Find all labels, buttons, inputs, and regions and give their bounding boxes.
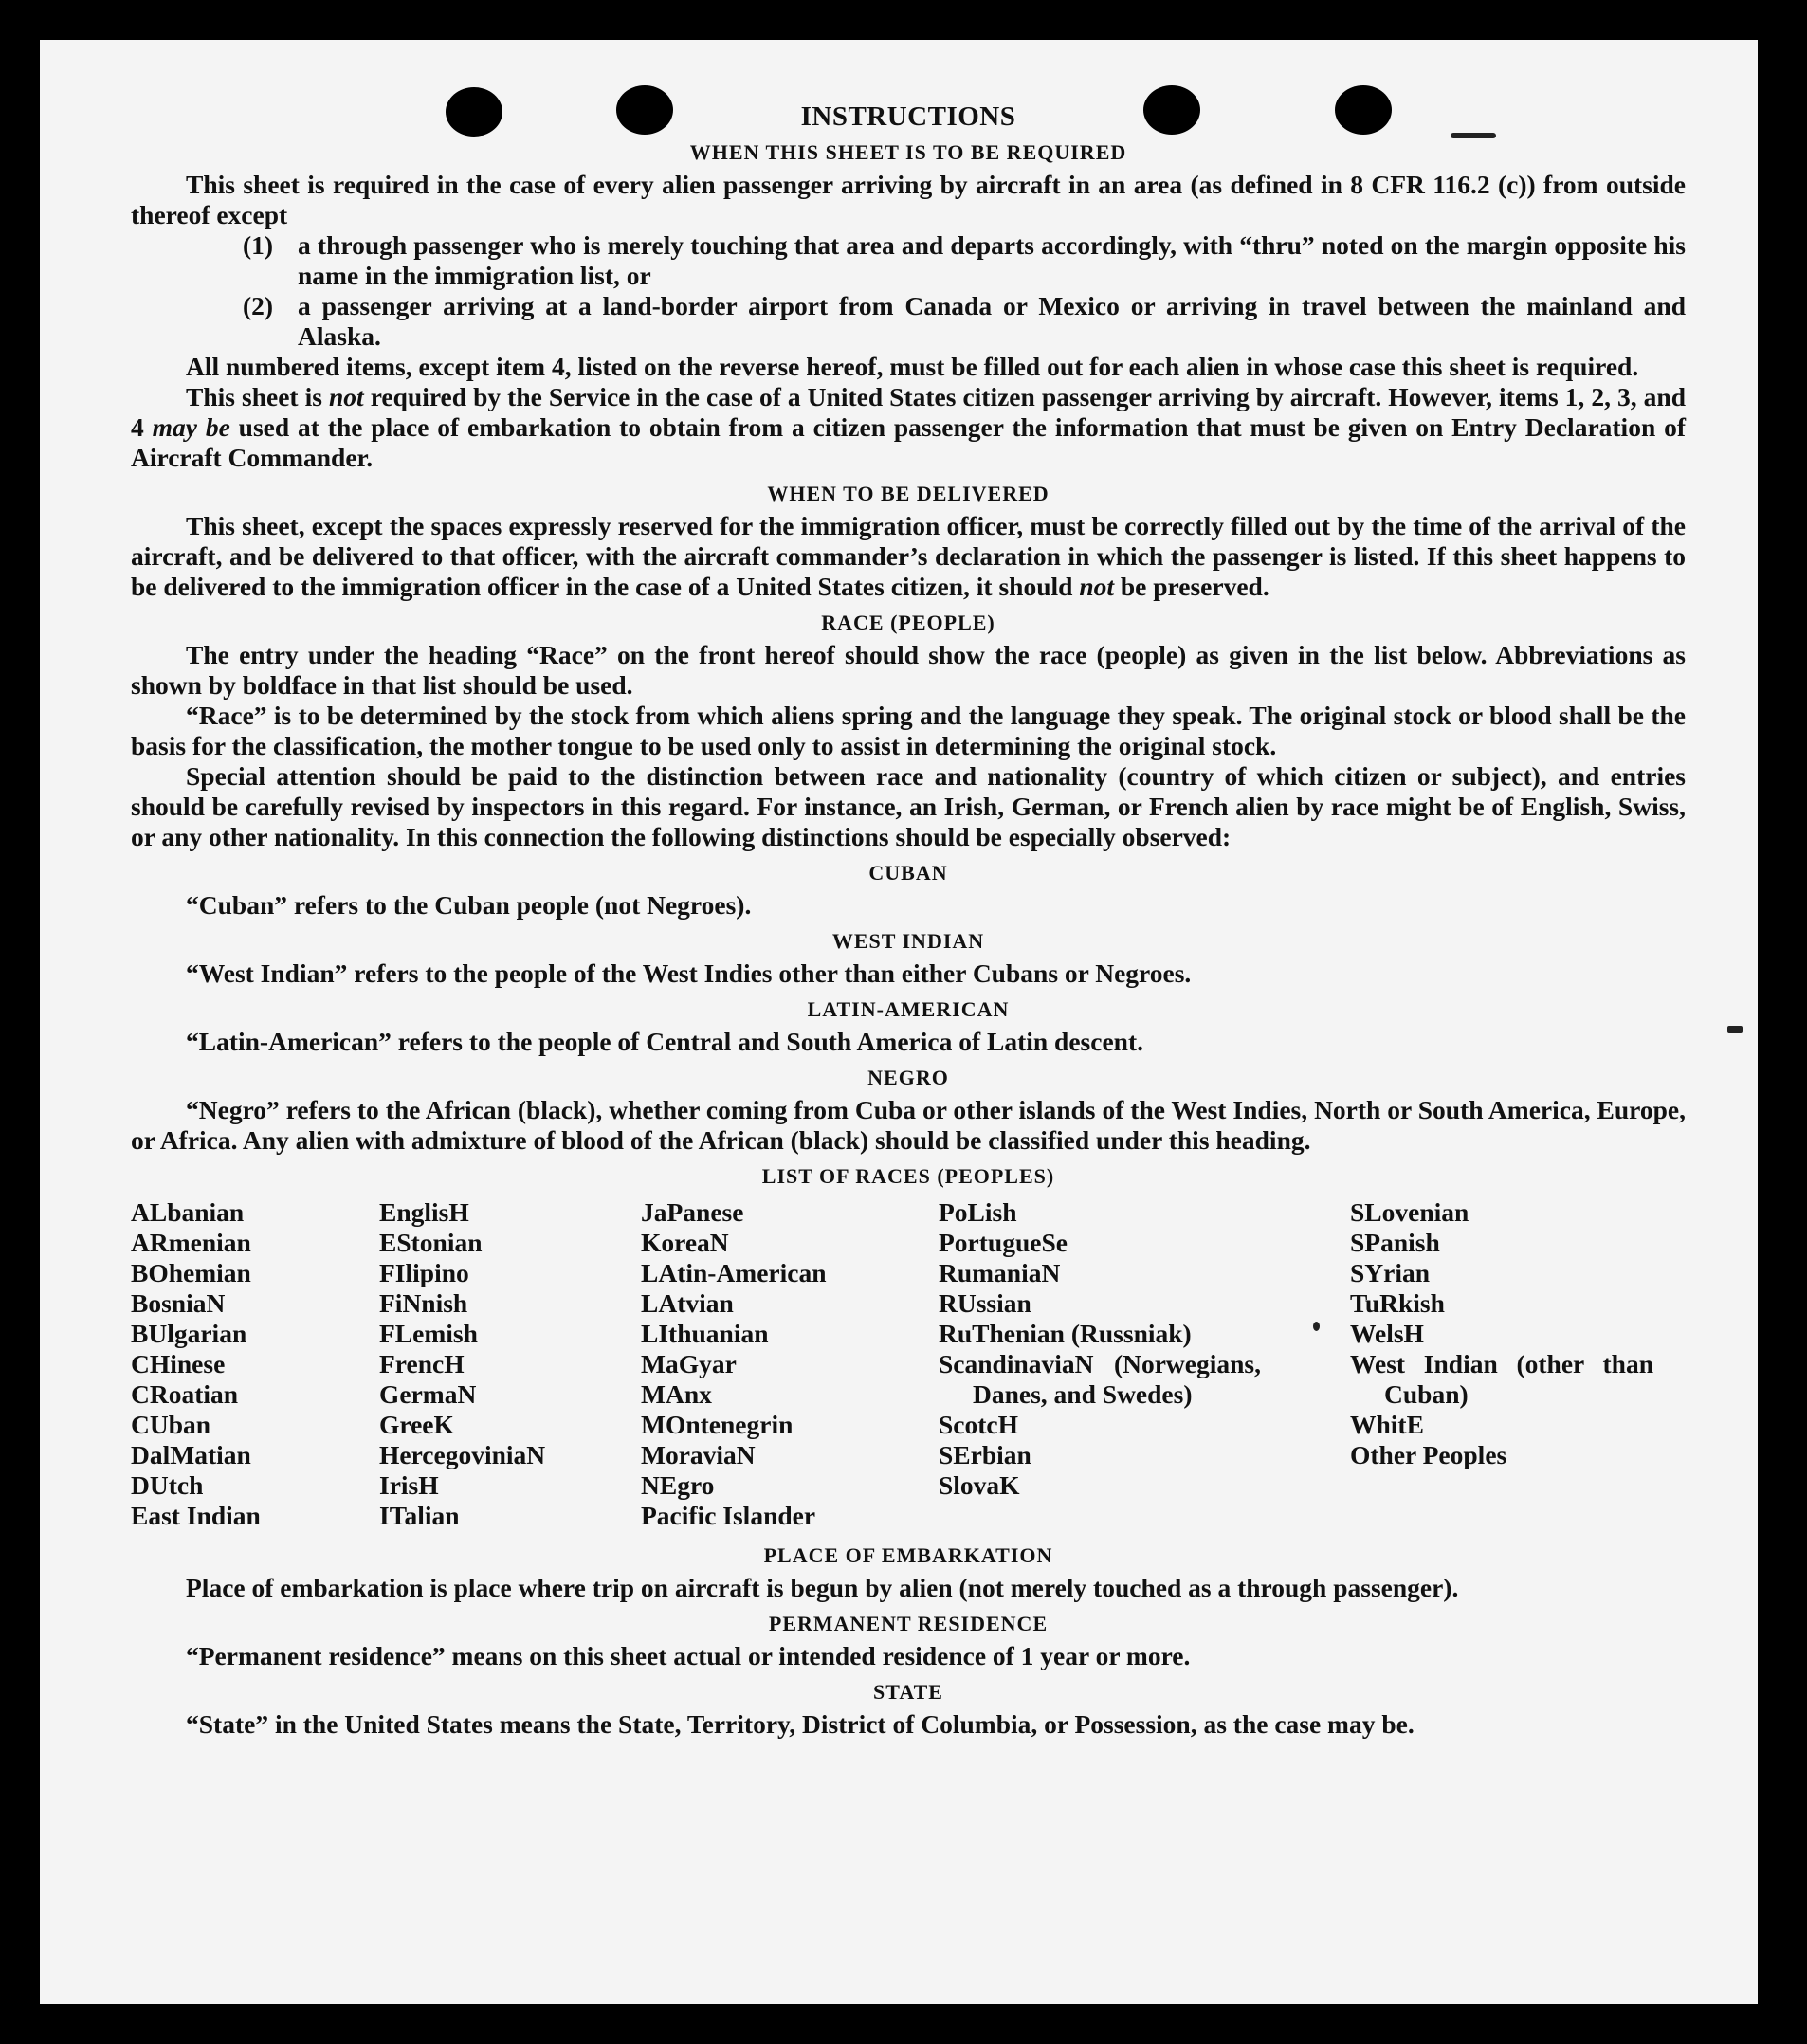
race-item: PoLish bbox=[939, 1197, 1017, 1227]
race-item: FLemish bbox=[379, 1319, 478, 1348]
race-item: DUtch bbox=[131, 1470, 204, 1500]
document-page bbox=[40, 40, 1758, 2004]
race-item: DalMatian bbox=[131, 1440, 251, 1469]
race-item: GermaN bbox=[379, 1379, 477, 1409]
race-item: ITalian bbox=[379, 1501, 460, 1530]
race-item: SPanish bbox=[1350, 1228, 1440, 1257]
race-item: MAnx bbox=[641, 1379, 712, 1409]
list-item bbox=[131, 230, 1686, 291]
race-item: MOntenegrin bbox=[641, 1410, 794, 1439]
race-item: JaPanese bbox=[641, 1197, 744, 1227]
race-item: LAtvian bbox=[641, 1288, 734, 1318]
race-item: BOhemian bbox=[131, 1258, 251, 1287]
race-item: CRoatian bbox=[131, 1379, 239, 1409]
paragraph: This sheet is required in the case of every alien passenger arriving by aircraft in an area (as defined in 8 CFR 116.2 (c)) from outside thereof except bbox=[131, 170, 1686, 229]
race-item: ScotcH bbox=[939, 1410, 1019, 1439]
race-item: EnglisH bbox=[379, 1197, 469, 1227]
race-item: FIlipino bbox=[379, 1258, 469, 1287]
section-heading: WHEN THIS SHEET IS TO BE REQUIRED bbox=[689, 140, 1127, 164]
emphasis: not bbox=[328, 382, 364, 411]
race-item: SYrian bbox=[1350, 1258, 1431, 1287]
race-item: CUban bbox=[131, 1410, 211, 1439]
race-list bbox=[131, 1197, 1686, 1535]
race-column bbox=[1350, 1197, 1653, 1470]
race-item: MaGyar bbox=[641, 1349, 737, 1378]
race-item: RumaniaN bbox=[939, 1258, 1061, 1287]
race-item: East Indian bbox=[131, 1501, 261, 1530]
race-item: MoraviaN bbox=[641, 1440, 756, 1469]
race-item: EStonian bbox=[379, 1228, 483, 1257]
race-item: SlovaK bbox=[939, 1470, 1020, 1500]
instructions-text bbox=[131, 101, 1686, 1740]
race-item: Pacific Islander bbox=[641, 1501, 816, 1530]
race-item: SLovenian bbox=[1350, 1197, 1469, 1227]
paragraph: “Permanent residence” means on this sheet actual or intended residence of 1 year or more. bbox=[186, 1641, 1191, 1670]
race-item: FrencH bbox=[379, 1349, 465, 1378]
race-item: RUssian bbox=[939, 1288, 1031, 1318]
paragraph: “State” in the United States means the State, Territory, District of Columbia, or Possession, as the case may be. bbox=[186, 1709, 1415, 1739]
section-heading: STATE bbox=[873, 1680, 943, 1704]
section-heading: NEGRO bbox=[867, 1066, 949, 1089]
paragraph: “West Indian” refers to the people of the West Indies other than either Cubans or Negroes. bbox=[186, 958, 1192, 988]
race-item: ARmenian bbox=[131, 1228, 251, 1257]
race-item: GreeK bbox=[379, 1410, 454, 1439]
item-text: a through passenger who is merely touching that area and departs accordingly, with “thru” noted on the margin opposite his name in the immigration list, or bbox=[298, 230, 1686, 290]
section-heading: CUBAN bbox=[868, 861, 948, 885]
paragraph bbox=[131, 382, 1686, 473]
race-column bbox=[939, 1197, 1261, 1501]
race-item: WhitE bbox=[1350, 1410, 1424, 1439]
race-item: RuThenian (Russniak) bbox=[939, 1319, 1192, 1348]
section-heading: LIST OF RACES (PEOPLES) bbox=[761, 1164, 1055, 1188]
paragraph bbox=[131, 511, 1686, 602]
list-item bbox=[131, 291, 1686, 352]
section-heading: RACE (PEOPLE) bbox=[821, 611, 995, 634]
paragraph: “Cuban” refers to the Cuban people (not Negroes). bbox=[186, 890, 752, 920]
race-item: FiNnish bbox=[379, 1288, 468, 1318]
race-item: CHinese bbox=[131, 1349, 226, 1378]
section-heading: PLACE OF EMBARKATION bbox=[763, 1543, 1053, 1567]
race-item: KoreaN bbox=[641, 1228, 729, 1257]
race-item: SErbian bbox=[939, 1440, 1031, 1469]
race-item: LIthuanian bbox=[641, 1319, 769, 1348]
emphasis: not bbox=[1079, 572, 1114, 601]
item-text: a passenger arriving at a land-border airport from Canada or Mexico or arriving in travel between the mainland and Alaska. bbox=[298, 291, 1686, 351]
paragraph: The entry under the heading “Race” on the front hereof should show the race (people) as given in the list below. Abbreviations as shown by boldface in that list should be used. bbox=[131, 640, 1686, 700]
race-item: BUlgarian bbox=[131, 1319, 247, 1348]
text-run: required by the Service in the case of a United States citizen passenger arriving by aircraft. However, items 1, 2, 3, and 4 bbox=[131, 382, 1686, 442]
paragraph: “Race” is to be determined by the stock from which aliens spring and the language they speak. The original stock or blood shall be the basis for the classification, the mother tongue to be used only to assist in determining the original stock. bbox=[131, 701, 1686, 760]
page-title: INSTRUCTIONS bbox=[800, 101, 1016, 132]
paragraph: “Latin-American” refers to the people of Central and South America of Latin descent. bbox=[186, 1027, 1143, 1056]
paragraph: Place of embarkation is place where trip on aircraft is begun by alien (not merely touched as a through passenger). bbox=[186, 1573, 1459, 1602]
section-heading: WHEN TO BE DELIVERED bbox=[767, 482, 1050, 505]
race-item: WelsH bbox=[1350, 1319, 1424, 1348]
emphasis: may be bbox=[152, 412, 230, 442]
race-column bbox=[379, 1197, 545, 1531]
race-item: ScandinaviaN (Norwegians, Danes, and Swedes) bbox=[939, 1349, 1261, 1409]
text-run: This sheet, except the spaces expressly reserved for the immigration officer, must be correctly filled out by the time of the arrival of the aircraft, and be delivered to that officer, with the aircraft commander’s declaration in which the passenger is listed. If this sheet happens to be delivered to the immigration officer in the case of a United States citizen, it should bbox=[131, 511, 1686, 601]
text-run: This sheet is bbox=[186, 382, 329, 411]
paragraph: Special attention should be paid to the distinction between race and nationality (country of which citizen or subject), and entries should be carefully revised by inspectors in this regard. For instance, an Irish, German, or French alien by race might be of English, Swiss, or any other nationality. In this connection the following distinctions should be especially observed: bbox=[131, 761, 1686, 851]
race-column bbox=[641, 1197, 827, 1531]
item-number: (2) bbox=[243, 291, 274, 320]
race-item: PortugueSe bbox=[939, 1228, 1068, 1257]
race-item: BosniaN bbox=[131, 1288, 226, 1318]
race-column bbox=[131, 1197, 261, 1531]
race-item: NEgro bbox=[641, 1470, 715, 1500]
race-item: IrisH bbox=[379, 1470, 439, 1500]
paragraph: All numbered items, except item 4, listed on the reverse hereof, must be filled out for each alien in whose case this sheet is required. bbox=[186, 352, 1639, 381]
text-run: used at the place of embarkation to obtain from a citizen passenger the information that must be given on Entry Declaration of Aircraft Commander. bbox=[131, 412, 1687, 472]
item-number: (1) bbox=[243, 230, 274, 260]
ink-speck bbox=[1727, 1026, 1743, 1033]
race-item: Other Peoples bbox=[1350, 1440, 1507, 1469]
race-item: HercegoviniaN bbox=[379, 1440, 546, 1469]
text-run: be preserved. bbox=[1114, 572, 1269, 601]
section-heading: PERMANENT RESIDENCE bbox=[768, 1612, 1049, 1635]
paragraph: “Negro” refers to the African (black), whether coming from Cuba or other islands of the West Indies, North or South America, Europe, or Africa. Any alien with admixture of blood of the African (black) should be classified under this heading. bbox=[131, 1095, 1686, 1155]
race-item: LAtin-American bbox=[641, 1258, 827, 1287]
race-item: ALbanian bbox=[131, 1197, 245, 1227]
section-heading: LATIN-AMERICAN bbox=[807, 997, 1010, 1021]
race-item: West Indian (other than Cuban) bbox=[1350, 1349, 1653, 1409]
section-heading: WEST INDIAN bbox=[831, 929, 985, 953]
race-item: TuRkish bbox=[1350, 1288, 1445, 1318]
